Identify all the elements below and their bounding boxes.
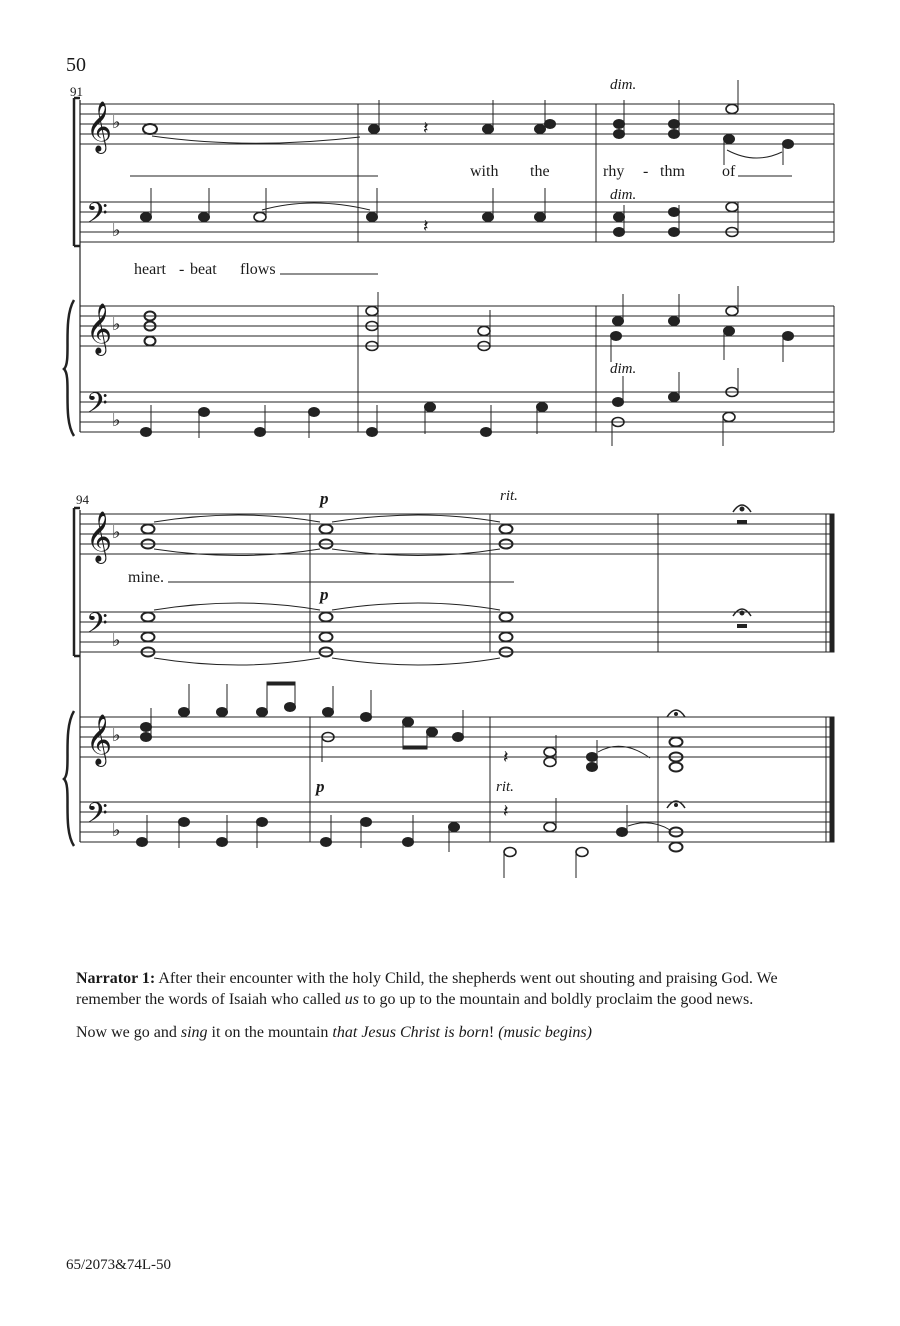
svg-text:𝄽: 𝄽 [423,118,429,138]
final-barline [830,717,834,842]
narration-text: Now we go and [76,1024,181,1041]
flat-key-icon: ♭ [112,725,121,745]
system-2 [64,508,834,846]
lyric: - [179,261,185,278]
choir-bracket [74,98,80,246]
treble-clef-icon: 𝄞 [86,512,113,561]
tempo-marking: rit. [496,779,514,795]
treble-clef-icon: 𝄞 [86,304,113,353]
piano-notes-system-2 [137,682,686,878]
lyric: flows [240,261,276,278]
flat-key-icon: ♭ [112,112,121,132]
narration-text: After their encounter with the holy Child, the shepherds went out shouting and praising God. We remember the words of Isaiah who called [76,970,778,1008]
measure-number: 91 [70,84,83,99]
flat-key-icon: ♭ [112,410,121,430]
measure-number: 94 [76,492,89,507]
lyric: beat [190,261,217,278]
notes-system-1 [141,80,794,446]
lyric: - [643,163,649,180]
piano-brace [64,300,74,436]
treble-clef-icon: 𝄞 [86,715,113,764]
narration-text: to go up to the mountain and boldly proclaim the good news. [359,991,754,1008]
flat-key-icon: ♭ [112,220,121,240]
narration-paragraph [76,968,846,1010]
bass-clef-icon: 𝄢 [86,799,108,836]
narration-text: ! [488,1024,499,1041]
treble-clef-icon: 𝄞 [86,102,113,151]
lyric: thm [660,163,685,180]
narration-paragraph [76,1022,846,1043]
dynamic-marking: dim. [610,77,637,93]
svg-text:𝄽: 𝄽 [423,216,429,236]
svg-text:𝄽: 𝄽 [503,801,509,821]
clefs-system-2 [86,512,121,840]
dynamic-marking: p [320,489,329,508]
dynamic-marking: dim. [610,361,637,377]
dynamic-marking: dim. [610,187,637,203]
final-barline [830,514,834,652]
tempo-marking: rit. [500,488,518,504]
narration-emphasis: sing [180,1024,208,1041]
svg-text:𝄽: 𝄽 [503,747,509,767]
lyric: rhy [603,163,625,180]
lyric: the [530,163,550,180]
lyric: heart [134,261,166,278]
choir-bracket [74,508,80,656]
flat-key-icon: ♭ [112,314,121,334]
speaker-label: Narrator 1: [76,970,156,987]
lyric: with [470,163,499,180]
bass-clef-icon: 𝄢 [86,389,108,426]
flat-key-icon: ♭ [112,522,121,542]
flat-key-icon: ♭ [112,630,121,650]
piano-brace [64,711,74,846]
bass-clef-icon: 𝄢 [86,199,108,236]
narration-emphasis: us [344,991,360,1008]
flat-key-icon: ♭ [112,820,121,840]
lyric: of [722,163,736,180]
narration-text: it on the mountain [207,1024,333,1041]
lyric: mine. [128,569,164,586]
staff-lines [80,514,834,842]
bass-clef-icon: 𝄢 [86,609,108,646]
narration-block [76,968,846,1043]
dynamic-marking: p [320,585,329,604]
text-system-1 [70,77,792,377]
notes-system-2 [142,505,752,665]
narration-emphasis: that Jesus Christ is born [332,1024,489,1041]
stage-direction: (music begins) [498,1024,592,1041]
clefs-system-1 [86,102,121,430]
footer-code: 65/2073&74L-50 [66,1257,171,1273]
page-number: 50 [66,54,86,76]
dynamic-marking: p [316,777,325,796]
